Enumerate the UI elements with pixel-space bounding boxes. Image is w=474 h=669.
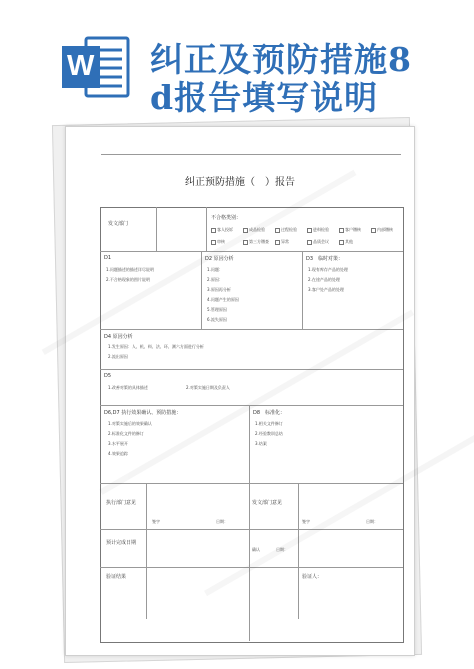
divider [249, 405, 250, 483]
top-rule [101, 154, 401, 155]
d2-label: D2 原因分析 [205, 256, 234, 262]
document-page [65, 126, 415, 656]
d67-line-3: 3.水平展开 [108, 441, 128, 446]
issue-date: 日期： [366, 519, 378, 524]
word-app-icon [60, 34, 132, 100]
d2-line: 1.问题： [207, 267, 223, 272]
d3-line-3: 3.客户处产品的处理 [308, 287, 344, 292]
d2-line: 6.流失原因 [207, 317, 227, 322]
header-banner [0, 0, 474, 115]
d5-line-1: 1.改善对策的具体描述 [108, 385, 148, 390]
divider [100, 405, 403, 406]
d67-line-4: 4.效果追踪 [108, 451, 128, 456]
page-title-line-1: 纠正及预防措施8 [150, 40, 412, 79]
source-checkbox[interactable] [275, 228, 280, 233]
d67-label: D6,D7 执行效果确认、预防措施： [104, 410, 182, 416]
d4-line-2: 2.流出原因 [108, 354, 128, 359]
source-option-label: 客户稽核 [345, 227, 361, 232]
exec-signer: 签字 [152, 519, 160, 524]
d8-label: D8 标准化： [253, 410, 286, 416]
exec-dept-label: 执行部门意见 [106, 500, 137, 506]
d2-line: 3.原因再分析 [207, 287, 231, 292]
word-logo-letter: W [67, 50, 95, 82]
source-checkbox[interactable] [339, 228, 344, 233]
divider [201, 251, 202, 329]
report-title: 纠正预防措施（ ）报告 [185, 177, 295, 188]
source-checkbox[interactable] [307, 228, 312, 233]
confirm-label: 确认 [252, 547, 260, 552]
divider [298, 483, 299, 619]
source-option-label: 内部稽核 [377, 227, 393, 232]
source-checkbox[interactable] [275, 240, 280, 245]
d4-label: D4 原因分析 [104, 334, 133, 340]
source-option-label: 其他 [345, 239, 353, 244]
source-checkbox[interactable] [307, 240, 312, 245]
source-option-label: 异常 [281, 239, 289, 244]
d2-line: 2.原因： [207, 277, 223, 282]
issue-signer: 签字 [302, 519, 310, 524]
d1-line-1: 1.问题描述的描述详尽说明 [106, 267, 154, 272]
source-option-label: 品质会议 [313, 239, 329, 244]
divider [146, 483, 147, 619]
source-label: 不合格类别： [211, 215, 242, 221]
dept-label: 发文部门 [108, 221, 129, 227]
d67-line-1: 1.对策实施后的效果确认 [108, 421, 152, 426]
plan-date-label: 预计完成日期 [106, 540, 137, 546]
issue-dept-label: 发文部门意见 [252, 500, 283, 506]
divider [249, 483, 250, 641]
confirm-date: 日期： [276, 547, 288, 552]
d8-line-3: 3.结案 [255, 441, 267, 446]
source-checkbox[interactable] [211, 228, 216, 233]
d3-line-2: 2.在途产品的处理 [308, 277, 340, 282]
verify-label: 验证结果 [106, 574, 127, 580]
source-checkbox[interactable] [243, 228, 248, 233]
source-option-label: 过程检验 [281, 227, 297, 232]
page-title-line-2: d报告填写说明 [150, 78, 379, 117]
d2-line: 5.管理原因 [207, 307, 227, 312]
source-option-label: 客人投诉 [217, 227, 233, 232]
divider [100, 529, 403, 530]
d2-line: 4.问题产生的原因 [207, 297, 239, 302]
divider [100, 329, 403, 330]
source-checkbox[interactable] [243, 240, 248, 245]
divider [100, 567, 403, 568]
exec-date: 日期： [216, 519, 228, 524]
d1-line-2: 2.不合格现象的图片说明 [106, 277, 150, 282]
source-checkbox[interactable] [371, 228, 376, 233]
divider [156, 207, 157, 251]
document-preview [55, 118, 425, 658]
verifier-label: 验证人： [302, 574, 323, 580]
source-option-label: 成品检验 [249, 227, 265, 232]
divider [302, 251, 303, 329]
d3-label: D3 临时对策： [306, 256, 344, 262]
d5-label: D5 [104, 373, 112, 379]
divider [100, 251, 403, 252]
source-option-label: 进料检验 [313, 227, 329, 232]
d3-line-1: 1.现有库存产品的处理 [308, 267, 348, 272]
d67-line-2: 2.标准化文件的修订 [108, 431, 144, 436]
source-checkbox[interactable] [211, 240, 216, 245]
d8-line-1: 1.相关文件修订 [255, 421, 283, 426]
divider [206, 207, 207, 251]
source-option-label: 第三方稽查 [249, 239, 269, 244]
d8-line-2: 2.经验教训总结 [255, 431, 283, 436]
source-checkbox[interactable] [339, 240, 344, 245]
d5-line-2: 2.对策实施日期及负责人 [186, 385, 230, 390]
source-option-label: 审核 [217, 239, 225, 244]
d4-line-1: 1.发生原因：人、机、料、法、环、测六方面进行分析 [108, 344, 204, 349]
divider [100, 369, 403, 370]
d1-label: D1 [104, 255, 112, 261]
